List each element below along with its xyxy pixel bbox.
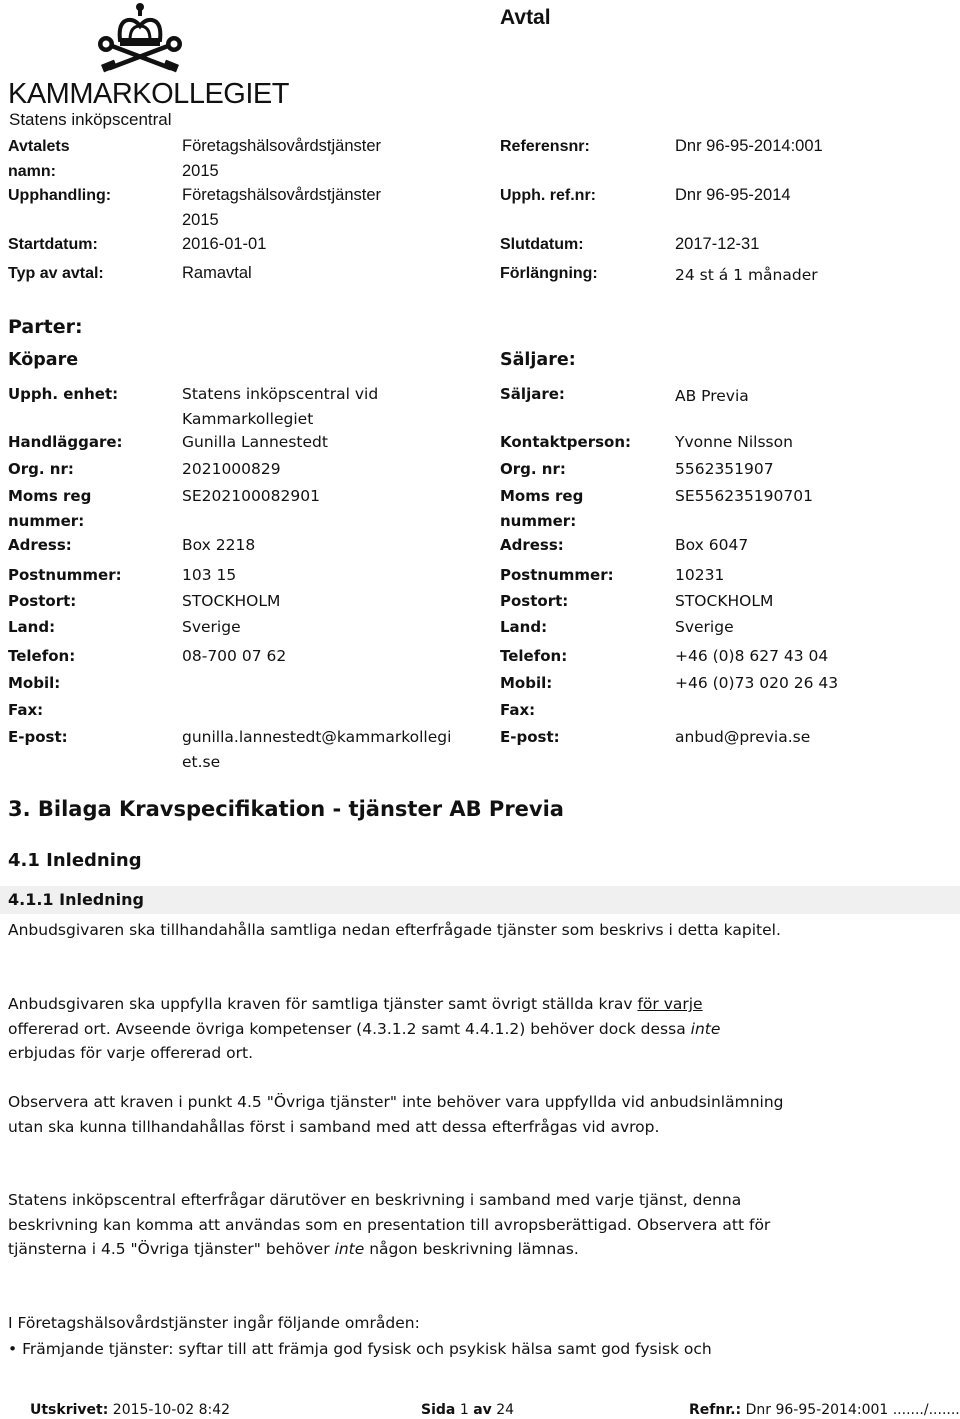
kammarkollegiet-logo	[8, 2, 289, 129]
party-value-left: 103 15	[182, 566, 237, 584]
party-label-left: Handläggare:	[8, 433, 123, 451]
forlangning-value: 24 st á 1 månader	[675, 266, 818, 284]
upph-ref-label: Upph. ref.nr:	[500, 187, 596, 204]
party-value-left: STOCKHOLM	[182, 592, 281, 610]
paragraph-2	[8, 992, 768, 1066]
party-value-left: 08-700 07 62	[182, 647, 287, 665]
party-value-left: Gunilla Lannestedt	[182, 433, 328, 451]
footer-page-of: av	[473, 1402, 492, 1418]
party-label-right: Säljare:	[500, 385, 565, 403]
slutdatum-value: 2017-12-31	[675, 235, 760, 253]
party-value-right: +46 (0)8 627 43 04	[675, 647, 829, 665]
subsubsection-bar	[0, 886, 960, 914]
avtalets-namn-value: Företagshälsovårdstjänster 2015	[182, 137, 382, 180]
party-value-right: Box 6047	[675, 536, 749, 554]
party-value-right: 5562351907	[675, 460, 774, 478]
party-value-right: Yvonne Nilsson	[675, 433, 793, 451]
bullet-dot-icon: •	[8, 1340, 23, 1358]
parter-heading: Parter:	[8, 316, 83, 338]
section-title: 3. Bilaga Kravspecifikation - tjänster AB Previa	[8, 797, 564, 821]
logo-tagline: Statens inköpscentral	[9, 110, 172, 129]
paragraph-1: Anbudsgivaren ska tillhandahålla samtliga nedan efterfrågade tjänster som beskrivs i detta kapitel.	[8, 921, 781, 939]
party-value-left: SE202100082901	[182, 487, 320, 505]
bullet-item	[8, 1337, 712, 1361]
party-label-right: E-post:	[500, 728, 560, 746]
avtalets-namn-label: Avtalets namn:	[8, 138, 70, 180]
party-label-right: Land:	[500, 618, 548, 636]
party-label-right: Postnummer:	[500, 566, 614, 584]
party-label-right: Kontaktperson:	[500, 433, 632, 451]
upphandling-label: Upphandling:	[8, 187, 112, 204]
forlangning-label: Förlängning:	[500, 265, 598, 282]
party-value-right: STOCKHOLM	[675, 592, 774, 610]
paragraph-2-underline: för varje	[637, 995, 703, 1013]
bullet-text: Främjande tjänster: syftar till att främja god fysisk och psykisk hälsa samt god fysisk och	[22, 1340, 712, 1358]
party-value-right: Sverige	[675, 618, 734, 636]
document-title: Avtal	[500, 6, 551, 29]
party-label-left: Telefon:	[8, 647, 76, 665]
footer-refnr	[689, 1400, 960, 1419]
subsection-title: 4.1 Inledning	[8, 850, 142, 871]
footer-printed-value: 2015-10-02 8:42	[112, 1402, 231, 1418]
footer-page	[421, 1400, 514, 1419]
party-label-left: E-post:	[8, 728, 68, 746]
footer-printed	[30, 1400, 230, 1419]
party-value-right: +46 (0)73 020 26 43	[675, 674, 839, 692]
paragraph-5: I Företagshälsovårdstjänster ingår följande områden:	[8, 1314, 420, 1332]
party-value-left: Statens inköpscentral vid Kammarkollegiet	[182, 385, 379, 428]
party-value-right: SE556235190701	[675, 487, 813, 505]
party-label-left: Fax:	[8, 701, 44, 719]
party-value-left: Box 2218	[182, 536, 256, 554]
party-value-left: Sverige	[182, 618, 241, 636]
paragraph-2-text: Anbudsgivaren ska uppfylla kraven för samtliga tjänster samt övrigt ställda krav	[8, 995, 638, 1013]
footer-page-total: 24	[496, 1402, 515, 1418]
party-value-right[interactable]: anbud@previa.se	[675, 728, 811, 746]
footer-printed-label: Utskrivet:	[30, 1402, 109, 1418]
footer-refnr-value: Dnr 96-95-2014:001 ......./.......	[745, 1402, 960, 1418]
party-label-left: Moms reg nummer:	[8, 487, 92, 530]
party-label-left: Upph. enhet:	[8, 385, 119, 403]
party-label-right: Adress:	[500, 536, 564, 554]
slutdatum-label: Slutdatum:	[500, 236, 584, 253]
footer-refnr-label: Refnr.:	[689, 1402, 742, 1418]
party-value-left[interactable]: gunilla.lannestedt@kammarkollegiet.se	[182, 728, 452, 771]
saljare-heading: Säljare:	[500, 350, 576, 370]
kopare-heading: Köpare	[8, 350, 79, 370]
party-label-right: Fax:	[500, 701, 536, 719]
party-label-right: Telefon:	[500, 647, 568, 665]
typ-av-avtal-label: Typ av avtal:	[8, 265, 104, 282]
referensnr-value: Dnr 96-95-2014:001	[675, 137, 823, 155]
party-label-left: Postnummer:	[8, 566, 122, 584]
logo-wordmark: KAMMARKOLLEGIET	[8, 78, 289, 110]
paragraph-2-text: erbjudas för varje offererad ort.	[8, 1044, 254, 1062]
paragraph-4-text: någon beskrivning lämnas.	[364, 1240, 579, 1258]
footer-page-number: 1	[459, 1402, 469, 1418]
party-value-right: 10231	[675, 566, 725, 584]
paragraph-3: Observera att kraven i punkt 4.5 "Övriga tjänster" inte behöver vara uppfyllda vid anbudsinlämning utan ska kunna tillhandahållas först i samband med att dessa efterfrågas vid avrop.	[8, 1093, 784, 1136]
crown-crossed-keys-icon	[90, 2, 190, 76]
paragraph-4-text: Statens inköpscentral efterfrågar därutöver en beskrivning i samband med varje tjänst, denna beskrivning kan komma att användas som en presentation till avropsberättigad. Observera att för tjänsterna i 4.5 "Övriga tjänster" behöver	[8, 1191, 771, 1258]
typ-av-avtal-value: Ramavtal	[182, 264, 252, 282]
party-label-left: Land:	[8, 618, 56, 636]
party-label-right: Org. nr:	[500, 460, 566, 478]
party-value-left: 2021000829	[182, 460, 281, 478]
party-label-left: Mobil:	[8, 674, 61, 692]
paragraph-2-italic: inte	[690, 1019, 721, 1038]
startdatum-label: Startdatum:	[8, 236, 98, 253]
party-label-right: Mobil:	[500, 674, 553, 692]
party-label-left: Postort:	[8, 592, 77, 610]
upph-ref-value: Dnr 96-95-2014	[675, 186, 791, 204]
party-label-left: Org. nr:	[8, 460, 74, 478]
footer-page-label: Sida	[421, 1402, 456, 1418]
startdatum-value: 2016-01-01	[182, 235, 267, 253]
party-label-right: Postort:	[500, 592, 569, 610]
paragraph-2-text: offererad ort. Avseende övriga kompetenser (4.3.1.2 samt 4.4.1.2) behöver dock dessa	[8, 1019, 691, 1038]
subsubsection-title: 4.1.1 Inledning	[8, 890, 144, 909]
party-label-left: Adress:	[8, 536, 72, 554]
party-value-right: AB Previa	[675, 387, 749, 405]
paragraph-4	[8, 1188, 778, 1262]
paragraph-4-italic: inte	[334, 1240, 365, 1258]
upphandling-value: Företagshälsovårdstjänster 2015	[182, 186, 382, 229]
referensnr-label: Referensnr:	[500, 138, 590, 155]
party-label-right: Moms reg nummer:	[500, 487, 584, 530]
